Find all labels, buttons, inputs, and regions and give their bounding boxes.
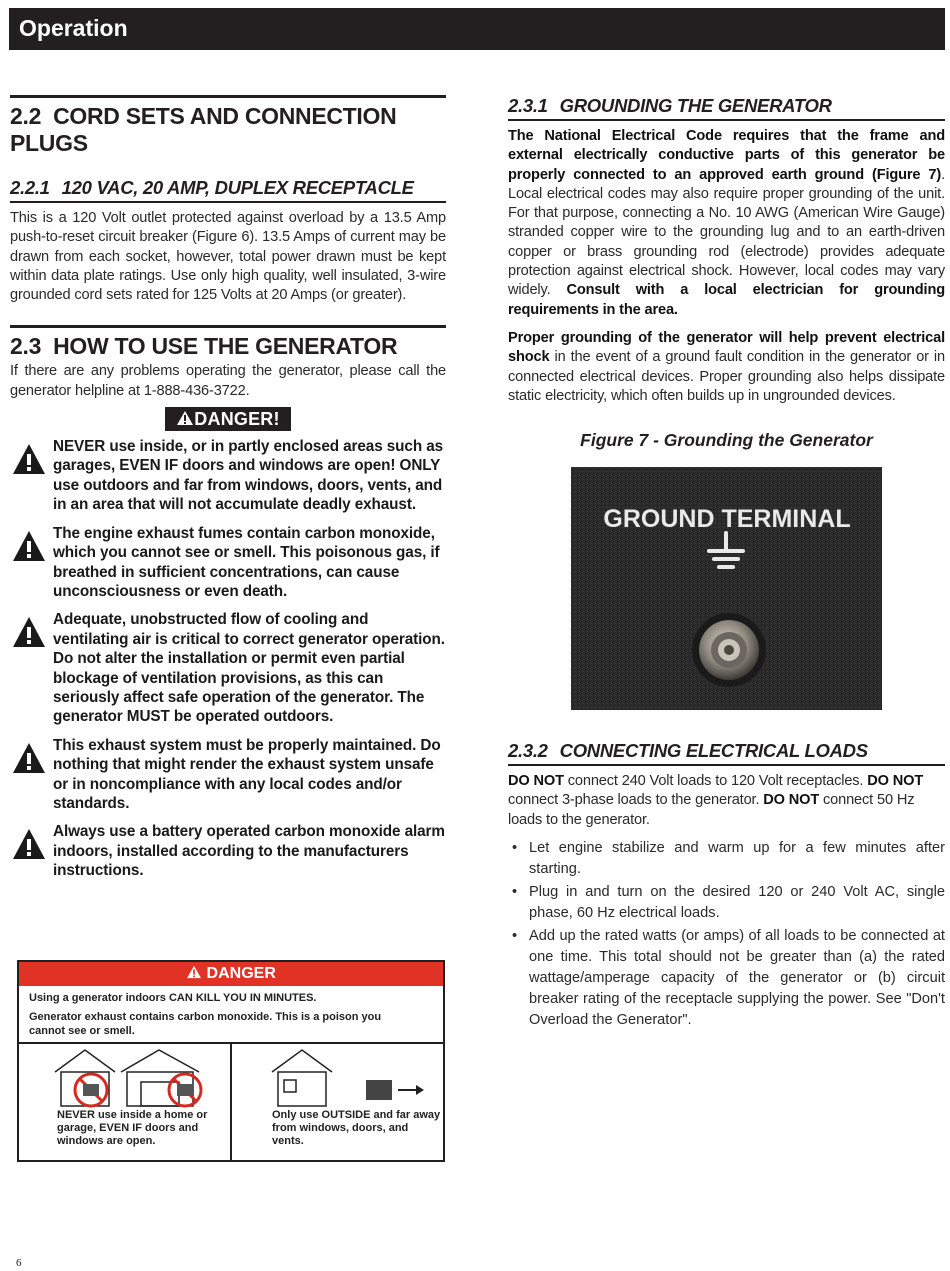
section-2-3-heading bbox=[10, 325, 446, 360]
section-title: GROUNDING THE GENERATOR bbox=[559, 95, 832, 116]
warning-triangle-icon bbox=[176, 410, 194, 426]
warning-text: Always use a battery operated carbon monoxide alarm indoors, installed according to the manufacturers instructions. bbox=[53, 823, 445, 880]
bullet-icon: • bbox=[512, 884, 518, 901]
do-not-label: DO NOT bbox=[763, 792, 820, 809]
grounding-benefit-text: in the event of a ground fault condition in the generator or in connected electrical devices. Proper grounding also helps dissipate static electricity, which often builds up in ungrounded devices. bbox=[508, 349, 945, 404]
warning-item bbox=[10, 822, 446, 880]
warning-triangle-icon bbox=[12, 530, 46, 562]
grounding-benefit-bold: Proper grounding of the generator will help prevent electrical shock bbox=[508, 329, 945, 366]
warning-item bbox=[10, 736, 446, 814]
grounding-code-requirement: The National Electrical Code requires that the frame and external electrically conductive parts of this generator be properly connected to an approved earth ground (Figure 7) bbox=[508, 128, 945, 183]
list-item bbox=[508, 882, 945, 924]
warning-triangle-icon bbox=[12, 616, 46, 648]
section-2-2-1-body: This is a 120 Volt outlet protected against overload by a 13.5 Amp push-to-reset circuit breaker (Figure 6). 13.5 Amps of current may be drawn from each socket, however, total power drawn must be kept within data plate ratings. Use only high quality, well insulated, 3-wire grounded cord sets rated for 125 Volts at 20 Amps (or greater). bbox=[10, 210, 446, 304]
left-column bbox=[10, 95, 446, 890]
warning-text: The engine exhaust fumes contain carbon monoxide, which you cannot see or smell. This poisonous gas, if breathed in sufficient concentrations, can cause unconsciousness or even death. bbox=[53, 524, 440, 600]
danger-badge-label: DANGER! bbox=[194, 409, 280, 430]
section-2-3-2-heading bbox=[508, 740, 945, 766]
section-number: 2.3.1 bbox=[508, 95, 548, 116]
page-number: 6 bbox=[16, 1257, 22, 1269]
bullet-text: Plug in and turn on the desired 120 or 240 Volt AC, single phase, 60 Hz electrical loads. bbox=[529, 884, 945, 922]
warning-triangle-icon bbox=[12, 742, 46, 774]
warning-text: Adequate, unobstructed flow of cooling and ventilating air is critical to correct generator operation. Do not alter the installation or permit even partial blockage of ventilation provisions, as this can seriously affect safe operation of the generator. The generator MUST be operated outdoors. bbox=[53, 611, 445, 726]
safety-label-line-2: Generator exhaust contains carbon monoxide. This is a poison you cannot see or smell. bbox=[29, 1011, 382, 1037]
right-column bbox=[508, 95, 945, 1033]
header-bar bbox=[9, 8, 945, 50]
section-2-3-body: If there are any problems operating the generator, please call the generator helpline at 1-888-436-3722. bbox=[10, 363, 446, 399]
section-number: 2.2.1 bbox=[10, 177, 50, 198]
ground-terminal-text: GROUND TERMINAL bbox=[603, 505, 851, 534]
do-not-label: DO NOT bbox=[508, 773, 564, 790]
loads-intro bbox=[508, 772, 945, 830]
safety-panel-indoor bbox=[19, 1044, 230, 1160]
section-number: 2.2 bbox=[10, 103, 42, 129]
grounding-consult-note: Consult with a local electrician for grounding requirements in the area. bbox=[508, 282, 945, 318]
figure-7-caption: Figure 7 - Grounding the Generator bbox=[580, 430, 873, 451]
list-item bbox=[508, 838, 945, 880]
warning-triangle-icon bbox=[12, 443, 46, 475]
loads-rule-3: connect 50 Hz loads to the generator. bbox=[508, 792, 915, 828]
page-title: Operation bbox=[19, 15, 128, 41]
no-indoor-generator-icon bbox=[19, 1046, 231, 1110]
outdoor-generator-icon bbox=[232, 1046, 442, 1110]
section-title: HOW TO USE THE GENERATOR bbox=[53, 333, 398, 360]
safety-panel-outdoor bbox=[230, 1044, 443, 1160]
bullet-icon: • bbox=[512, 928, 518, 945]
warning-item bbox=[10, 437, 446, 515]
section-title: CORD SETS AND CONNECTION PLUGS bbox=[10, 103, 397, 156]
danger-badge bbox=[165, 407, 291, 431]
safety-label-line-1: Using a generator indoors CAN KILL YOU IN MINUTES. bbox=[29, 992, 317, 1004]
warning-triangle-icon bbox=[12, 828, 46, 860]
do-not-label: DO NOT bbox=[867, 773, 924, 790]
section-2-3-1-heading bbox=[508, 95, 945, 121]
safety-panel-indoor-caption: NEVER use inside a home or garage, EVEN IF doors and windows are open. bbox=[57, 1109, 208, 1147]
section-2-2-1-heading bbox=[10, 177, 446, 203]
section-number: 2.3 bbox=[10, 333, 42, 360]
safety-label-heading: DANGER bbox=[206, 965, 276, 982]
grounding-paragraph-1 bbox=[508, 127, 945, 320]
grounding-paragraph-2 bbox=[508, 329, 945, 406]
section-title: CONNECTING ELECTRICAL LOADS bbox=[559, 740, 868, 762]
loads-bullet-list bbox=[508, 838, 945, 1031]
safety-label-panels bbox=[19, 1042, 443, 1160]
warning-text: This exhaust system must be properly maintained. Do nothing that might render the exhaust system unsafe or in noncompliance with any local codes and/or standards. bbox=[53, 736, 441, 812]
loads-rule-1: connect 240 Volt loads to 120 Volt receptacles. bbox=[563, 773, 868, 790]
warning-item bbox=[10, 610, 446, 726]
grounding-period: . bbox=[941, 166, 945, 183]
grounding-detail: Local electrical codes may also require proper grounding of the unit. For that purpose, connecting a No. 10 AWG (American Wire Gauge) stranded copper wire to the grounding lug and to an earth-driven copper or brass grounding rod (electrode) provides adequate protection against electrical shock. However, local codes may vary widely. bbox=[508, 185, 945, 299]
list-item bbox=[508, 926, 945, 1031]
section-number: 2.3.2 bbox=[508, 740, 548, 762]
bullet-text: Let engine stabilize and warm up for a few minutes after starting. bbox=[529, 840, 945, 878]
warning-triangle-icon bbox=[186, 965, 202, 979]
safety-panel-outdoor-caption: Only use OUTSIDE and far away from windows, doors, and vents. bbox=[272, 1109, 441, 1147]
loads-rule-2: connect 3-phase loads to the generator. bbox=[508, 792, 764, 809]
warning-text: NEVER use inside, or in partly enclosed areas such as garages, EVEN IF doors and windows are open! ONLY use outdoors and far from windows, doors, vents, and in an area that will not accumulate deadly exhaust. bbox=[53, 438, 444, 514]
danger-safety-label bbox=[17, 960, 445, 1162]
safety-label-header bbox=[19, 962, 443, 986]
ground-terminal-photo bbox=[571, 467, 882, 710]
section-title: 120 VAC, 20 AMP, DUPLEX RECEPTACLE bbox=[61, 177, 414, 198]
warning-item bbox=[10, 524, 446, 602]
bullet-text: Add up the rated watts (or amps) of all loads to be connected at one time. This total should not be greater than (a) the rated wattage/amperage capacity of the generator or (b) circuit breaker rating of the receptacle supplying the power. See "Don't Overload the Generator". bbox=[529, 928, 945, 1029]
section-2-2-heading bbox=[10, 95, 446, 157]
bullet-icon: • bbox=[512, 840, 518, 857]
